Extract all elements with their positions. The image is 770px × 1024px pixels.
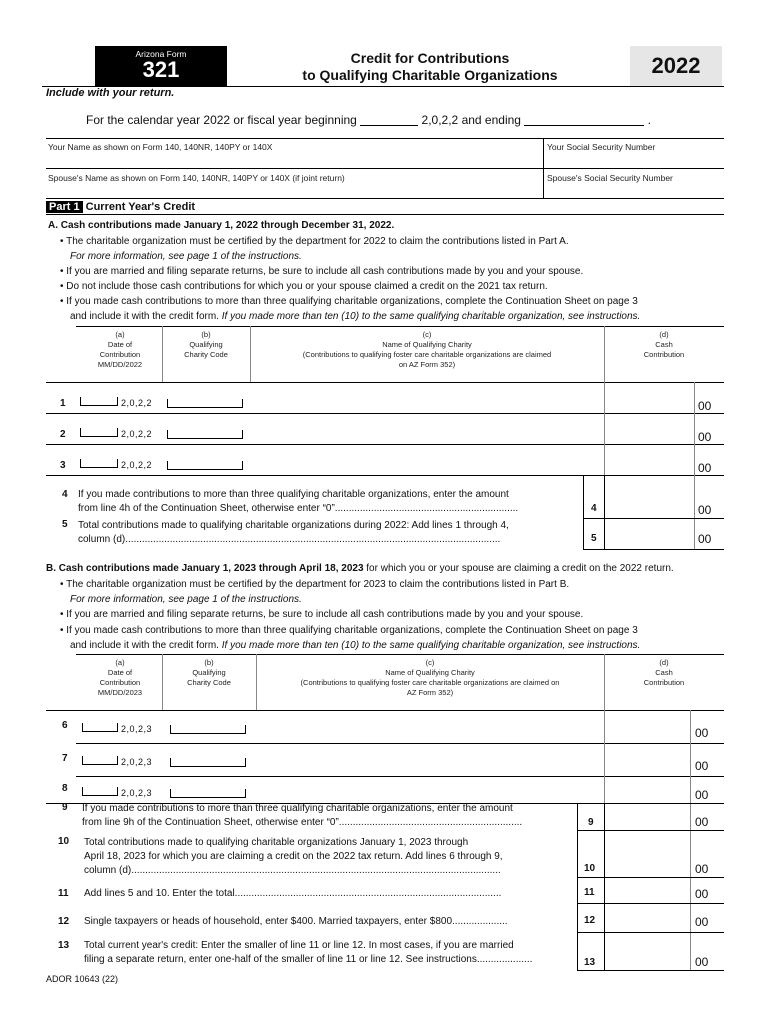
col-a-head: (a) Date of Contribution MM/DD/2022 <box>97 330 143 369</box>
table-a-top <box>76 326 724 327</box>
spouse-name-field[interactable]: Spouse's Name as shown on Form 140, 140NR, 140PY or 140X (if joint return) <box>48 173 345 183</box>
row-1-code[interactable] <box>167 399 243 408</box>
row-6-cents: 00 <box>695 726 709 740</box>
lines-b-box-left <box>577 803 578 970</box>
table-b-top <box>76 654 724 655</box>
row-7-code[interactable] <box>170 758 246 767</box>
line-5-number: 5 <box>62 519 68 530</box>
row-3-date[interactable]: 2,0,2,2 <box>80 459 152 470</box>
row-7-charity[interactable] <box>258 745 602 771</box>
row-7-number: 7 <box>62 753 68 764</box>
end-date-input[interactable] <box>524 116 644 126</box>
row-8-charity[interactable] <box>258 778 602 802</box>
line-12-cents: 00 <box>695 915 709 929</box>
line-5-cents: 00 <box>698 532 712 546</box>
line-9-number: 9 <box>62 802 68 813</box>
row-1-cents: 00 <box>698 399 712 413</box>
part1-title: Current Year's Credit <box>85 201 196 213</box>
line-11-number: 11 <box>58 888 69 899</box>
form-footer: ADOR 10643 (22) <box>46 974 119 984</box>
lines-a-box-left <box>583 475 584 550</box>
section-b-heading-rest: for which you or your spouse are claiming a credit on the 2022 return. <box>366 563 674 574</box>
line-9-text: If you made contributions to more than three qualifying charitable organizations, enter the amount from line 9h of the Continuation Sheet, otherwise enter “0”.................................................................. <box>82 803 523 828</box>
line-10-text: Total contributions made to qualifying charitable organizations January 1, 2023 through April 18, 2023 for which you are claiming a credit on the 2022 tax return. Add lines 6 through 9, column (d)..................................................................................................................................... <box>84 837 503 876</box>
form-number-box <box>95 46 227 86</box>
line-10-amount[interactable] <box>606 833 688 875</box>
begin-year: 2,0,2,2 <box>421 113 459 127</box>
line-10-number: 10 <box>58 836 70 847</box>
row-2-rule <box>46 444 724 445</box>
row-8-divider <box>604 776 605 803</box>
line-4-box-label: 4 <box>591 503 597 514</box>
row-7-cents-divider <box>690 743 691 776</box>
row-8-code[interactable] <box>170 789 246 798</box>
line-13-rule <box>577 970 724 971</box>
line-5-rule <box>583 549 724 550</box>
field-bottom-rule <box>46 198 724 199</box>
line-13-number: 13 <box>58 940 70 951</box>
part1-rule <box>46 214 724 215</box>
line-12-rule <box>577 932 724 933</box>
table-a-rows <box>0 382 770 475</box>
col-d-head: (d) Cash Contribution <box>643 330 685 359</box>
col-c-head: (c) Name of Qualifying Charity (Contributions to qualifying foster care charitable organizations are claimed on AZ Form 352) <box>302 330 552 369</box>
line-9-box-label: 9 <box>588 817 594 828</box>
line-11-text: Add lines 5 and 10. Enter the total................................................................................................ <box>84 888 502 899</box>
table-b-rows <box>0 710 770 803</box>
row-3-cents-divider <box>694 444 695 475</box>
bullet-3c-text: If you made more than ten (10) to the same qualifying charitable organization, see instructions. <box>221 640 641 651</box>
line-13-cents: 00 <box>695 955 709 969</box>
col-b-d-head: (d) Cash Contribution <box>643 658 685 687</box>
bullet-4c-text: If you made more than ten (10) to the same qualifying charitable organization, see instructions. <box>221 311 641 322</box>
row-8-date[interactable]: 2,0,2,3 <box>82 787 152 798</box>
line-13-amount[interactable] <box>606 935 688 967</box>
row-1-cents-divider <box>694 382 695 413</box>
lines-b-amount-left <box>604 803 605 970</box>
begin-date-input[interactable] <box>360 116 418 126</box>
section-a-bullet-4: • If you made cash contributions to more than three qualifying charitable organizations, complete the Continuation Sheet on page 3 <box>60 296 638 307</box>
line-4-text: If you made contributions to more than three qualifying charitable organizations, enter the amount from line 4h of the Continuation Sheet, otherwise enter “0”.................................................................. <box>78 489 519 514</box>
row-3-code[interactable] <box>167 461 243 470</box>
row-6-rule <box>76 743 724 744</box>
line-12-text: Single taxpayers or heads of household, enter $400. Married taxpayers, enter $800.................... <box>84 916 508 927</box>
row-3-charity[interactable] <box>252 446 602 472</box>
section-b-heading <box>46 563 674 574</box>
row-2-number: 2 <box>60 429 66 440</box>
row-2-divider <box>604 413 605 444</box>
field-mid-rule <box>46 168 724 169</box>
table-a-div-2 <box>250 326 251 382</box>
line-12-amount[interactable] <box>606 906 688 930</box>
include-note: Include with your return. <box>46 87 175 99</box>
row-7-date[interactable]: 2,0,2,3 <box>82 756 152 767</box>
spouse-ssn-field[interactable]: Spouse's Social Security Number <box>547 173 673 183</box>
col-b-head: (b) Qualifying Charity Code <box>184 330 228 359</box>
calendar-year-line: For the calendar year 2022 or fiscal year beginning 2,0,2,2 and ending . <box>86 113 651 127</box>
table-b-div-2 <box>256 654 257 710</box>
row-7-cents: 00 <box>695 759 709 773</box>
row-1-date[interactable]: 2,0,2,2 <box>80 397 152 408</box>
col-b-c-head: (c) Name of Qualifying Charity (Contributions to qualifying foster care charitable organizations are claimed on AZ Form 352) <box>300 658 560 697</box>
row-1-rule <box>46 413 724 414</box>
line-5-amount[interactable] <box>606 521 692 548</box>
line-12-number: 12 <box>58 916 70 927</box>
line-11-amount[interactable] <box>606 880 688 902</box>
lines-a-cents-left <box>694 475 695 550</box>
section-a-bullet-3: • Do not include those cash contributions for which you or your spouse claimed a credit on the 2021 tax return. <box>60 281 548 292</box>
bullet-3b-text: and include it with the credit form. <box>70 640 219 651</box>
section-a-bullet-1: • The charitable organization must be certified by the department for 2022 to claim the contributions listed in Part A. <box>60 236 569 247</box>
row-6-cents-divider <box>690 710 691 743</box>
row-2-cents: 00 <box>698 430 712 444</box>
row-2-code[interactable] <box>167 430 243 439</box>
line-11-cents: 00 <box>695 887 709 901</box>
row-7-divider <box>604 743 605 776</box>
line-4-rule <box>583 518 724 519</box>
line-5-text: Total contributions made to qualifying charitable organizations during 2022: Add lines 1 through 4, column (d)....................................................................................................................................... <box>78 520 509 545</box>
row-3-cents: 00 <box>698 461 712 475</box>
table-b-div-3 <box>604 654 605 710</box>
bullet-4b-text: and include it with the credit form. <box>70 311 219 322</box>
tax-year: 2022 <box>630 46 722 86</box>
ssn-field[interactable]: Your Social Security Number <box>547 142 656 152</box>
lines-b-cents-left <box>690 803 691 970</box>
row-6-number: 6 <box>62 720 68 731</box>
line-13-text: Total current year's credit: Enter the smaller of line 11 or line 12. In most cases, if you are married filing a separate return, enter one-half of the smaller of line 11 or line 12. See instructions.................... <box>84 940 533 965</box>
section-a-bullet-1b: For more information, see page 1 of the instructions. <box>70 251 302 262</box>
row-3-number: 3 <box>60 460 66 471</box>
section-b-bullet-3b <box>70 638 640 653</box>
line-9-cents: 00 <box>695 815 709 829</box>
line-9-rule <box>577 830 724 831</box>
line-5-box-label: 5 <box>591 533 597 544</box>
line-10-rule <box>577 877 724 878</box>
row-7-rule <box>76 776 724 777</box>
row-6-charity[interactable] <box>258 712 602 738</box>
line-10-cents: 00 <box>695 862 709 876</box>
calendar-text: For the calendar year 2022 or fiscal year beginning <box>86 113 357 127</box>
line-10-box-label: 10 <box>584 863 596 874</box>
part1-heading <box>46 201 195 213</box>
row-2-date[interactable]: 2,0,2,2 <box>80 428 152 439</box>
row-6-code[interactable] <box>170 725 246 734</box>
part1-tag: Part 1 <box>46 201 83 213</box>
row-6-divider <box>604 710 605 743</box>
title-line-2: to Qualifying Charitable Organizations <box>302 67 558 83</box>
table-b-div-1 <box>162 654 163 710</box>
section-b-heading-bold: B. Cash contributions made January 1, 2023 through April 18, 2023 <box>46 563 364 574</box>
row-1-charity[interactable] <box>252 384 602 410</box>
section-a-bullet-2: • If you are married and filing separate returns, be sure to include all cash contributions made by you and your spouse. <box>60 266 584 277</box>
line-4-cents: 00 <box>698 503 712 517</box>
row-6-date[interactable]: 2,0,2,3 <box>82 723 152 734</box>
table-a-div-1 <box>162 326 163 382</box>
form-label: Arizona Form <box>135 49 187 59</box>
section-b-bullet-3: • If you made cash contributions to more than three qualifying charitable organizations, complete the Continuation Sheet on page 3 <box>60 625 638 636</box>
field-top-rule <box>46 138 724 139</box>
line-11-rule <box>577 903 724 904</box>
line-9-amount[interactable] <box>606 806 688 830</box>
row-3-divider <box>604 444 605 475</box>
form-number: 321 <box>142 57 180 82</box>
row-2-charity[interactable] <box>252 415 602 441</box>
line-13-box-label: 13 <box>584 957 596 968</box>
line-12-box-label: 12 <box>584 915 596 926</box>
name-field[interactable]: Your Name as shown on Form 140, 140NR, 140PY or 140X <box>48 142 273 152</box>
section-b-bullet-1b: For more information, see page 1 of the instructions. <box>70 594 302 605</box>
form-title <box>230 50 630 84</box>
section-b-bullet-2: • If you are married and filing separate returns, be sure to include all cash contributions made by you and your spouse. <box>60 609 584 620</box>
row-1-divider <box>604 382 605 413</box>
section-b-bullet-1: • The charitable organization must be certified by the department for 2023 to claim the contributions listed in Part B. <box>60 579 570 590</box>
lines-a-amount-left <box>604 475 605 550</box>
row-8-number: 8 <box>62 783 68 794</box>
section-a-heading: A. Cash contributions made January 1, 2022 through December 31, 2022. <box>48 220 395 231</box>
line-4-number: 4 <box>62 489 68 500</box>
row-8-cents-divider <box>690 776 691 803</box>
title-line-1: Credit for Contributions <box>350 50 510 66</box>
table-a-div-3 <box>604 326 605 382</box>
line-11-box-label: 11 <box>584 887 595 898</box>
row-2-cents-divider <box>694 413 695 444</box>
section-a-bullet-4b <box>70 309 640 324</box>
and-ending-text: and ending <box>461 113 521 127</box>
row-1-number: 1 <box>60 398 66 409</box>
line-4-amount[interactable] <box>606 480 692 516</box>
row-3-rule <box>46 475 724 476</box>
col-b-a-head: (a) Date of Contribution MM/DD/2023 <box>97 658 143 697</box>
col-b-b-head: (b) Qualifying Charity Code <box>187 658 231 687</box>
row-8-cents: 00 <box>695 788 709 802</box>
